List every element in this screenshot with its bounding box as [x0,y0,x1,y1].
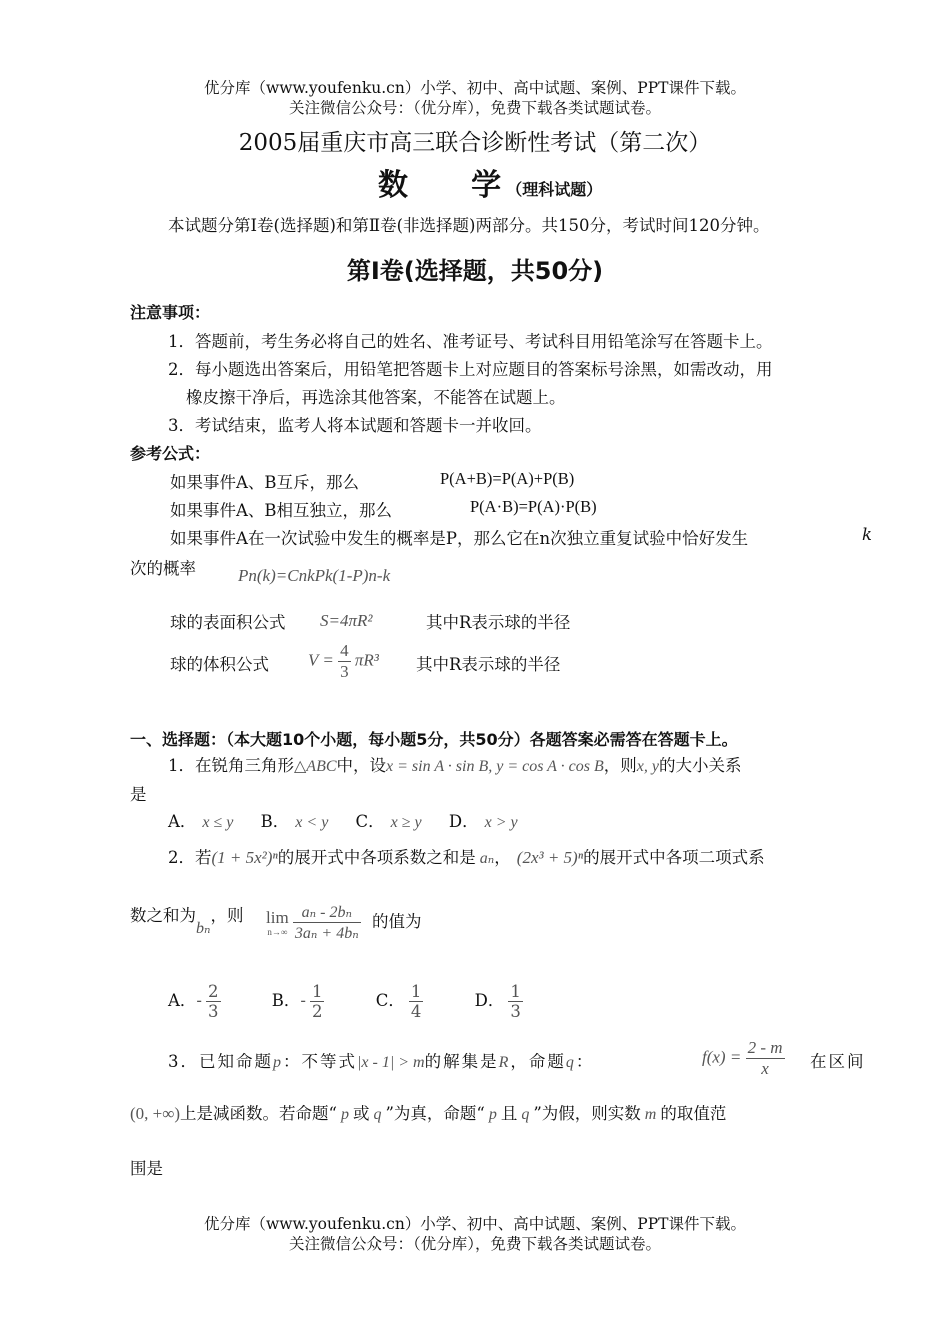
sphere-vol-text: 球的体积公式 [170,655,269,674]
q2-option-d-frac [508,982,523,1021]
q2-option-b-num: 1 [311,982,323,1001]
q3-and: 且 [500,1104,518,1123]
q2-lim-fraction [293,902,361,943]
q3-stem-g: 上是减函数。若命题“ [180,1104,337,1123]
q2-option-d-label: D． [474,991,505,1010]
q1-expr: x = sin A · sin B, y = cos A · cos B [386,758,604,775]
q2-stem-c: ， [494,848,511,867]
q3-stem-e: ： [575,1052,595,1071]
sphere-vol-den: 3 [340,662,349,681]
q1-stem-e: 是 [130,785,147,804]
q1-triangle: △ABC [294,758,337,775]
q1-option-a [168,812,233,831]
q2-option-b [271,982,325,1021]
q2-option-a-num: 2 [208,982,219,1001]
q1-option-b-label: B． [260,812,290,831]
q3-stem-line1 [168,1048,594,1072]
q3-stem-j: 的取值范 [660,1104,727,1123]
q2-stem-f: ，则 [210,906,244,925]
formula-3-text2: 次的概率 [130,559,196,578]
q3-stem-d: ，命题 [510,1052,566,1071]
part1-title [0,251,950,286]
formulas-heading: 参考公式： [130,444,211,463]
formula-1-text: 如果事件A、B互斥，那么 [170,473,360,492]
q1-option-c [356,812,422,831]
q3-or: 或 [352,1104,370,1123]
q2-option-b-den: 2 [311,1002,323,1021]
notice-item-3: 3．考试结束，监考人将本试题和答题卡一并收回。 [168,416,542,435]
notice-item-2: 2．每小题选出答案后，用铅笔把答题卡上对应题目的答案标号涂黑，如需改动，用 [168,360,773,379]
notice-item-2-cont: 橡皮擦干净后，再选涂其他答案，不能答在试题上。 [186,388,566,407]
sphere-vol-formula [308,641,379,682]
sphere-vol-num: 4 [340,641,349,660]
q1-option-c-value: x ≥ y [390,814,422,831]
q2-lim-den: 3aₙ + 4bₙ [294,925,359,942]
q3-p-or: p [340,1106,349,1123]
q3-f-lhs: f(x) = [702,1047,742,1067]
q1-xy: x, y [636,758,659,775]
q3-R: R [498,1054,511,1071]
q2-option-d-den: 3 [510,1002,521,1021]
q1-option-d-label: D． [448,812,479,831]
q2-option-d [474,982,523,1021]
formula-2-text: 如果事件A、B相互独立，那么 [170,501,393,520]
q3-q-or: q [373,1106,382,1123]
q2-lim-num: aₙ - 2bₙ [293,902,361,923]
q3-stem-h: ”为真，命题“ [385,1104,485,1123]
q2-stem-e: 数之和为 [130,906,196,925]
q2-bn: bₙ [196,920,211,937]
q1-stem [168,752,741,776]
q2-expr1: (1 + 5x²)ⁿ [211,848,278,867]
q1-stem-d: 的大小关系 [658,756,742,775]
q1-stem-a: 1．在锐角三角形 [168,756,294,775]
q2-option-c-label: C． [375,991,405,1010]
part1-title-text: 第Ⅰ卷(选择题，共50分) [346,257,604,285]
formula-3-k: k [862,525,872,544]
sphere-vol-rhs: πR³ [354,650,379,670]
q2-option-d-num: 1 [510,982,521,1001]
q2-option-c-num: 1 [410,982,422,1001]
q3-f-num: 2 - m [747,1038,783,1057]
q3-stem-b: ：不等式 [283,1052,357,1071]
sphere-area-text: 球的表面积公式 [170,613,286,632]
q2-limit [266,902,361,943]
q2-option-a-sign: - [196,991,202,1010]
q3-interval: (0, +∞) [130,1104,181,1123]
subject-word-2: 学 [471,168,502,203]
q2-lim-word: lim [266,907,289,927]
subject-word-1: 数 [378,168,408,203]
q2-option-b-frac [310,982,325,1021]
formula-3-text: 如果事件A在一次试验中发生的概率是P，那么它在n次独立重复试验中恰好发生 [170,529,749,548]
notice-heading: 注意事项： [130,303,211,322]
q3-q: q [565,1054,576,1071]
formula-1: P(A+B)=P(A)+P(B) [440,469,575,488]
q3-stem-line2 [130,1100,726,1124]
q3-p-and: p [488,1106,497,1123]
subject-note: （理科试题） [506,180,603,199]
q1-option-a-value: x ≤ y [202,814,234,831]
q3-f-den: x [761,1059,769,1078]
q2-option-c-den: 4 [410,1002,422,1021]
footer-line-2: 关注微信公众号：（优分库），免费下载各类试题试卷。 [288,1235,661,1253]
sphere-vol-lhs: V = [308,650,334,670]
header-line-1: 优分库（www.youfenku.cn）小学、初中、高中试题、案例、PPT课件下载。 [203,79,747,97]
q1-option-b-value: x < y [295,814,329,831]
q2-option-b-label: B． [271,991,301,1010]
formula-2: P(A·B)=P(A)·P(B) [470,497,597,516]
q2-stem-line2 [130,902,244,937]
sphere-vol-note: 其中R表示球的半径 [416,655,561,674]
exam-title: 2005届重庆市高三联合诊断性考试（第二次） [238,130,712,156]
q2-lim-sub: n→∞ [267,926,288,937]
q3-function [702,1038,785,1079]
q1-option-d-value: x > y [484,814,518,831]
q1-options [168,808,518,832]
q2-option-a-label: A． [168,991,197,1010]
q2-option-b-sign: - [300,991,306,1010]
q2-option-a-frac [206,982,221,1021]
sphere-vol-fraction [338,641,351,682]
intro-text: 本试题分第Ⅰ卷(选择题)和第Ⅱ卷(非选择题)两部分。共150分，考试时间120分钟。 [168,216,770,235]
q2-stem-b: 的展开式中各项系数之和是 [277,848,476,867]
section1-heading: 一、选择题：（本大题10个小题，每小题5分，共50分）各题答案必需答在答题卡上。 [130,730,738,749]
q3-stem-k: 围是 [130,1159,163,1178]
q3-ineq: |x - 1| > m [357,1054,425,1071]
sphere-area-formula: S=4πR² [320,611,373,630]
q3-p: p [273,1054,283,1071]
q3-stem-f: 在区间 [810,1052,866,1071]
q1-stem-b: 中，设 [336,756,387,775]
q2-an: aₙ [479,850,495,867]
q3-stem-i: ”为假，则实数 [533,1104,641,1123]
q2-stem-a: 2．若 [168,848,212,867]
q3-stem-c: 的解集是 [424,1052,499,1071]
q1-option-b [261,812,329,831]
q1-stem-c: ，则 [603,756,637,775]
q3-m: m [644,1106,657,1123]
q2-options [168,982,523,1021]
q2-lim-block [266,909,289,937]
subject-title [378,160,602,204]
q3-q-and: q [521,1106,530,1123]
q1-option-d [449,812,518,831]
q2-option-a [168,982,221,1021]
q2-option-a-den: 3 [208,1002,219,1021]
q1-option-c-label: C． [355,812,385,831]
q3-stem-a: 3．已知命题 [168,1052,273,1071]
q2-option-c-frac [409,982,424,1021]
binomial-formula: Pn(k)=CnkPk(1-P)n-k [238,566,391,585]
footer-line-1: 优分库（www.youfenku.cn）小学、初中、高中试题、案例、PPT课件下载。 [203,1215,747,1233]
q2-expr2: (2x³ + 5)ⁿ [516,848,584,867]
q2-stem-g: 的值为 [372,912,422,931]
q1-option-a-label: A． [168,812,197,831]
q2-stem [168,844,765,868]
q2-stem-d: 的展开式中各项二项式系 [583,848,765,867]
notice-item-1: 1．答题前，考生务必将自己的姓名、准考证号、考试科目用铅笔涂写在答题卡上。 [168,332,773,351]
sphere-area-note: 其中R表示球的半径 [426,613,571,632]
header-line-2: 关注微信公众号：（优分库），免费下载各类试题试卷。 [288,99,661,117]
q2-option-c [375,982,424,1021]
q3-f-fraction [746,1038,785,1079]
